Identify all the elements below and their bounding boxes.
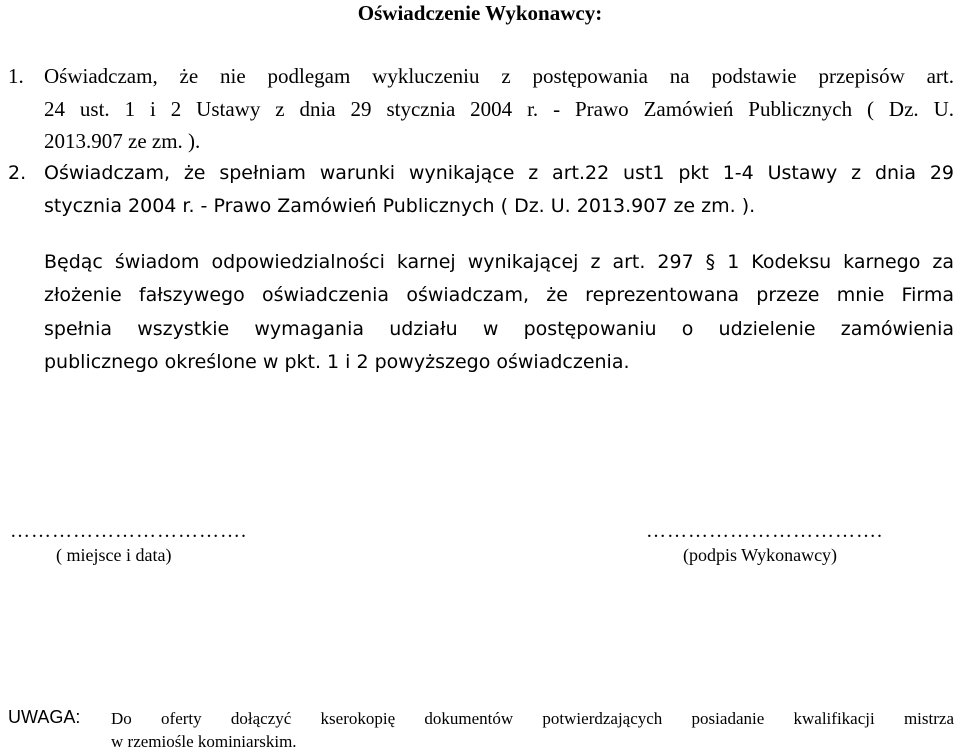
item-1-line-1: Oświadczam, że nie podlegam wykluczeniu z postępowania na podstawie przepisów art. [44,64,954,88]
item-1-line-2: 24 ust. 1 i 2 Ustawy z dnia 29 stycznia 2004 r. - Prawo Zamówień Publicznych ( Dz. U. [44,97,954,121]
signature-dots: ……………………………. [646,520,883,542]
page-title: Oświadczenie Wykonawcy: [357,1,603,25]
signature-label: (podpis Wykonawcy) [683,545,838,565]
item-2-number: 2. [8,162,27,184]
item-1-line-3: 2013.907 ze zm. ). [44,129,201,153]
item-2-line-2: stycznia 2004 r. - Prawo Zamówień Publicznych ( Dz. U. 2013.907 ze zm. ). [44,195,756,217]
paragraph-line-2: złożenie fałszywego oświadczenia oświadczam, że reprezentowana przeze mnie Firma [44,284,954,306]
paragraph-line-1: Będąc świadom odpowiedzialności karnej wynikającej z art. 297 § 1 Kodeksu karnego za [44,251,954,273]
paragraph-line-3: spełnia wszystkie wymagania udziału w postępowaniu o udzielenie zamówienia [44,318,954,340]
note-line-1: Do oferty dołączyć kserokopię dokumentów potwierdzających posiadanie kwalifikacji mistrza [111,709,954,728]
item-1-number: 1. [8,64,24,88]
paragraph-line-4: publicznego określone w pkt. 1 i 2 powyższego oświadczenia. [44,351,630,373]
item-2-line-1: Oświadczam, że spełniam warunki wynikające z art.22 ust1 pkt 1-4 Ustawy z dnia 29 [44,162,954,184]
place-date-dots: ……………………………. [10,520,247,542]
note-prefix: UWAGA: [8,707,81,727]
note-line-2: w rzemiośle kominiarskim. [111,732,297,751]
place-date-label: ( miejsce i data) [56,545,172,565]
